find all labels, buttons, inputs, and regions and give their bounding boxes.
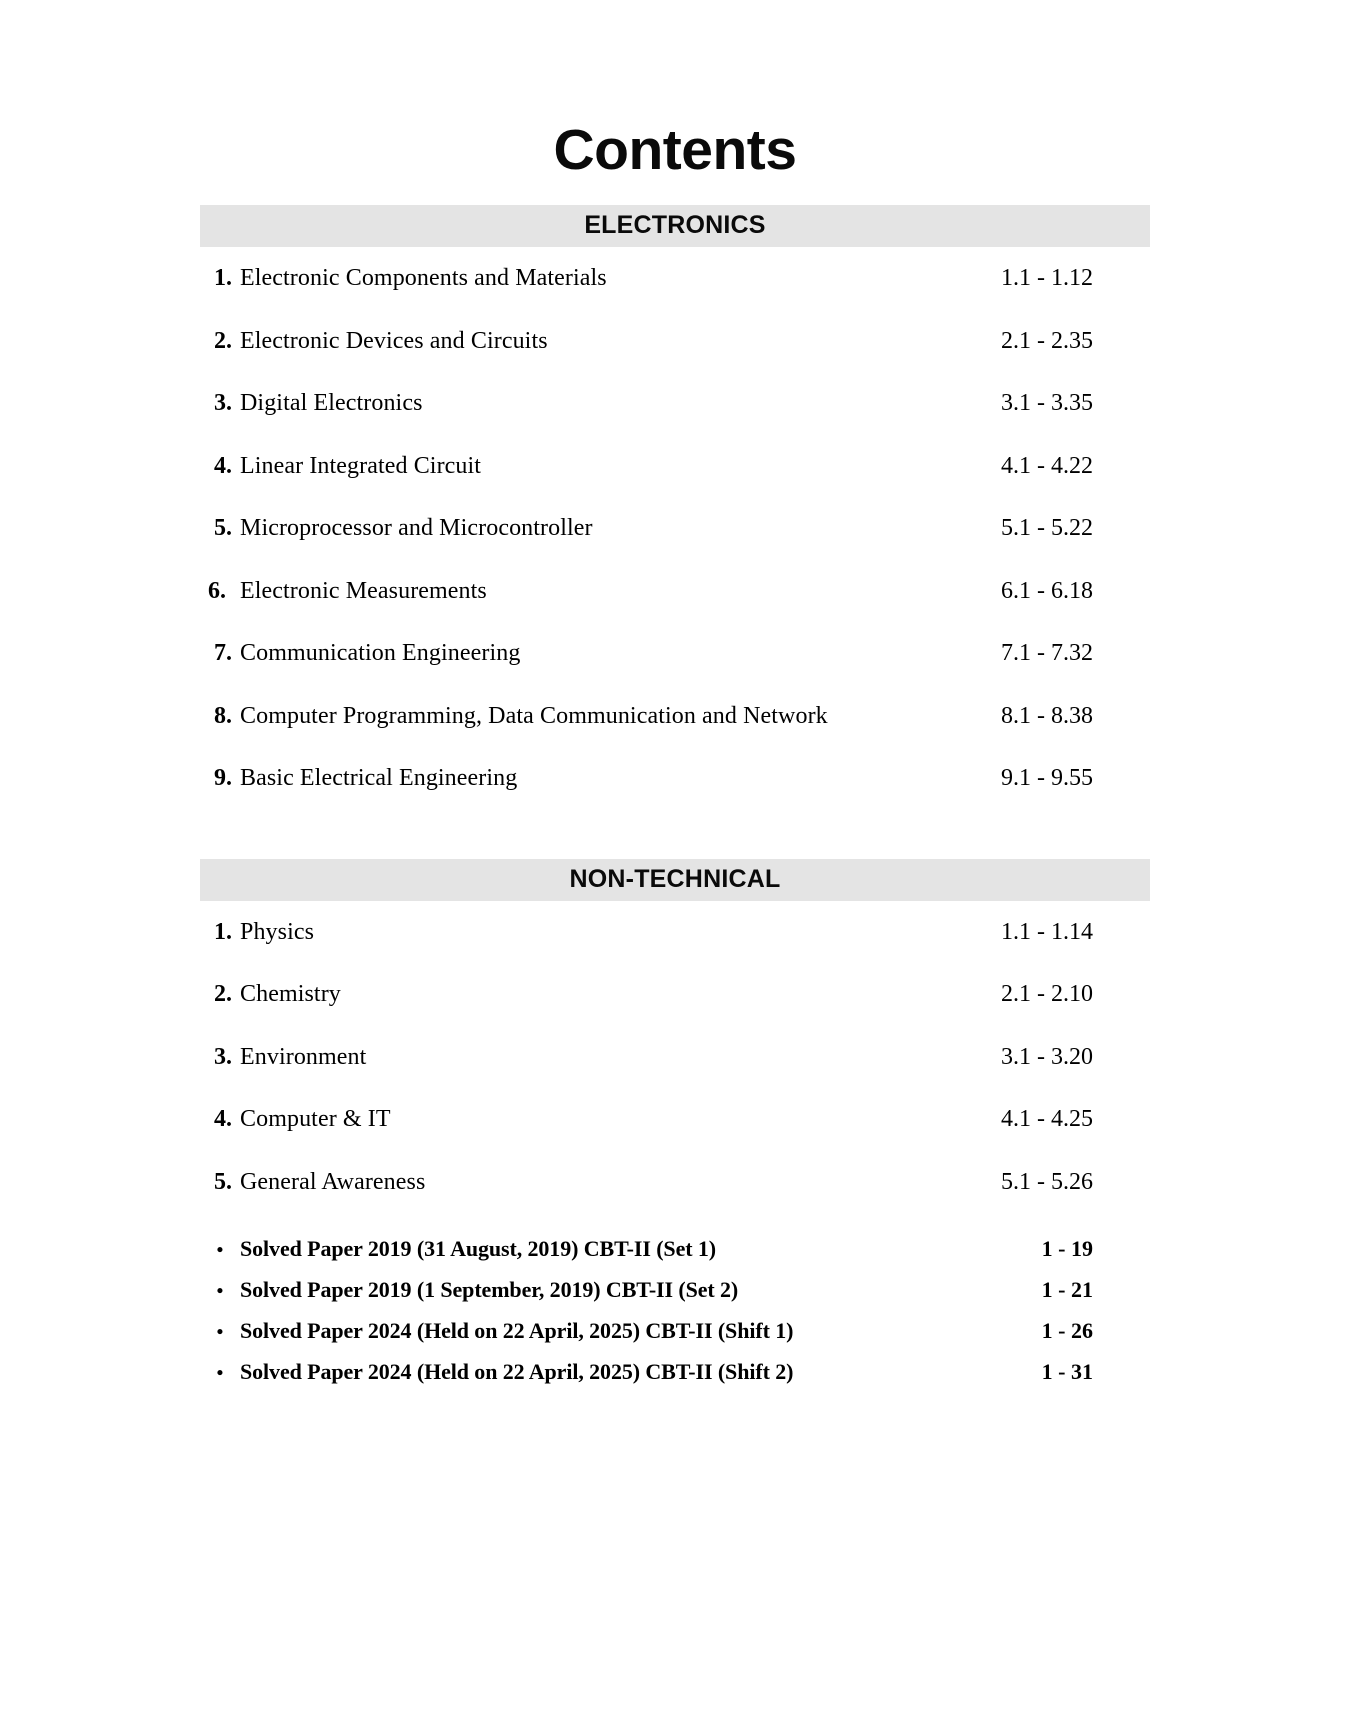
entry-number: 1. bbox=[214, 265, 232, 291]
toc-entry[interactable] bbox=[200, 920, 1150, 983]
entry-number: 2. bbox=[214, 327, 232, 354]
toc-entry[interactable] bbox=[200, 641, 1150, 704]
solved-paper-item[interactable] bbox=[200, 1361, 1150, 1402]
solved-paper-item[interactable] bbox=[200, 1320, 1150, 1361]
solved-paper-pages: 1 - 21 bbox=[1041, 1277, 1093, 1302]
section-header-non-technical: NON-TECHNICAL bbox=[200, 859, 1150, 901]
bullet-icon: • bbox=[216, 1363, 224, 1384]
entry-title: Microprocessor and Microcontroller bbox=[240, 515, 593, 541]
toc-entry[interactable] bbox=[200, 982, 1150, 1045]
entry-title: General Awareness bbox=[240, 1168, 426, 1195]
toc-entry[interactable] bbox=[200, 516, 1150, 579]
entry-title: Computer & IT bbox=[240, 1106, 391, 1132]
entry-number: 1. bbox=[214, 918, 232, 945]
toc-entry[interactable] bbox=[200, 1107, 1150, 1170]
solved-paper-title: Solved Paper 2019 (31 August, 2019) CBT-II (Set 1) bbox=[240, 1236, 716, 1261]
toc-body bbox=[200, 205, 1150, 1402]
toc-list-non-technical bbox=[200, 920, 1150, 1233]
solved-paper-item[interactable] bbox=[200, 1238, 1150, 1279]
entry-title: Basic Electrical Engineering bbox=[240, 765, 518, 791]
entry-number: 5. bbox=[214, 515, 232, 541]
entry-number: 7. bbox=[214, 640, 232, 666]
solved-paper-pages: 1 - 19 bbox=[1041, 1236, 1093, 1261]
entry-number: 8. bbox=[214, 702, 232, 729]
section-header-electronics: ELECTRONICS bbox=[200, 205, 1150, 247]
entry-title: Electronic Devices and Circuits bbox=[240, 327, 548, 354]
entry-title: Chemistry bbox=[240, 981, 341, 1007]
page-title: Contents bbox=[553, 118, 797, 182]
entry-title: Electronic Components and Materials bbox=[240, 265, 607, 291]
entry-pages: 6.1 - 6.18 bbox=[1001, 577, 1093, 604]
toc-entry[interactable] bbox=[200, 704, 1150, 767]
solved-paper-pages: 1 - 26 bbox=[1041, 1318, 1093, 1343]
entry-number: 6. bbox=[208, 577, 226, 604]
entry-number: 3. bbox=[214, 1043, 232, 1070]
entry-pages: 3.1 - 3.35 bbox=[1001, 390, 1093, 416]
toc-entry[interactable] bbox=[200, 579, 1150, 642]
bullet-icon: • bbox=[216, 1281, 224, 1302]
entry-number: 4. bbox=[214, 452, 232, 479]
entry-number: 4. bbox=[214, 1106, 232, 1132]
entry-pages: 1.1 - 1.14 bbox=[1001, 918, 1093, 945]
entry-pages: 5.1 - 5.26 bbox=[1001, 1168, 1093, 1195]
entry-pages: 3.1 - 3.20 bbox=[1001, 1043, 1093, 1070]
bullet-icon: • bbox=[216, 1322, 224, 1343]
toc-entry[interactable] bbox=[200, 329, 1150, 392]
solved-paper-title: Solved Paper 2024 (Held on 22 April, 2025) CBT-II (Shift 1) bbox=[240, 1318, 794, 1343]
entry-pages: 4.1 - 4.25 bbox=[1001, 1106, 1093, 1132]
entry-pages: 1.1 - 1.12 bbox=[1001, 265, 1093, 291]
entry-title: Computer Programming, Data Communication and Network bbox=[240, 702, 828, 729]
entry-title: Environment bbox=[240, 1043, 367, 1070]
entry-pages: 4.1 - 4.22 bbox=[1001, 452, 1093, 479]
entry-pages: 8.1 - 8.38 bbox=[1001, 702, 1093, 729]
entry-number: 9. bbox=[214, 765, 232, 791]
solved-paper-title: Solved Paper 2024 (Held on 22 April, 2025) CBT-II (Shift 2) bbox=[240, 1359, 794, 1384]
entry-number: 3. bbox=[214, 390, 232, 416]
toc-list-electronics bbox=[200, 266, 1150, 829]
entry-title: Physics bbox=[240, 918, 315, 945]
solved-paper-title: Solved Paper 2019 (1 September, 2019) CBT-II (Set 2) bbox=[240, 1277, 739, 1302]
entry-pages: 2.1 - 2.35 bbox=[1001, 327, 1093, 354]
entry-title: Linear Integrated Circuit bbox=[240, 452, 482, 479]
entry-title: Communication Engineering bbox=[240, 640, 521, 666]
entry-pages: 2.1 - 2.10 bbox=[1001, 981, 1093, 1007]
toc-entry[interactable] bbox=[200, 766, 1150, 829]
entry-number: 2. bbox=[214, 981, 232, 1007]
entry-title: Electronic Measurements bbox=[240, 577, 487, 604]
entry-pages: 9.1 - 9.55 bbox=[1001, 765, 1093, 791]
bullet-icon: • bbox=[216, 1240, 224, 1261]
solved-paper-item[interactable] bbox=[200, 1279, 1150, 1320]
toc-entry[interactable] bbox=[200, 1170, 1150, 1233]
solved-paper-pages: 1 - 31 bbox=[1041, 1359, 1093, 1384]
toc-entry[interactable] bbox=[200, 266, 1150, 329]
entry-pages: 7.1 - 7.32 bbox=[1001, 640, 1093, 666]
entry-title: Digital Electronics bbox=[240, 390, 423, 416]
toc-entry[interactable] bbox=[200, 454, 1150, 517]
entry-pages: 5.1 - 5.22 bbox=[1001, 515, 1093, 541]
entry-number: 5. bbox=[214, 1168, 232, 1195]
toc-entry[interactable] bbox=[200, 391, 1150, 454]
solved-papers-list bbox=[200, 1238, 1150, 1402]
toc-entry[interactable] bbox=[200, 1045, 1150, 1108]
